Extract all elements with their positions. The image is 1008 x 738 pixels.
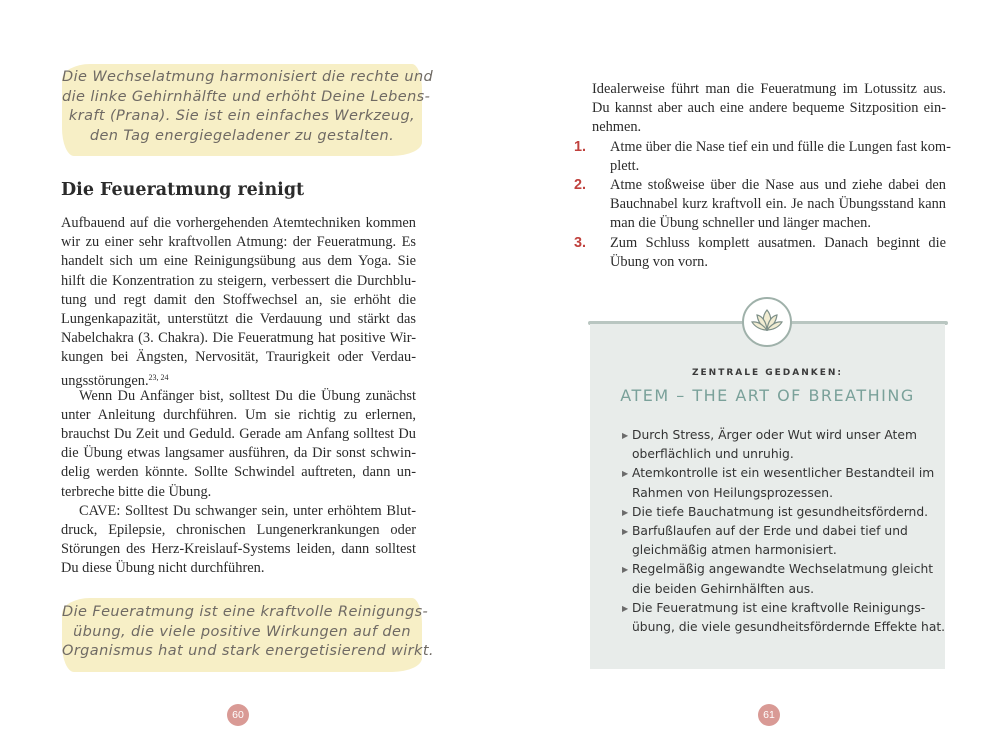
intro-paragraph bbox=[592, 80, 946, 138]
list-line bbox=[622, 522, 922, 541]
list-line: gleichmäßig atmen harmonisiert. bbox=[632, 543, 837, 558]
callout-line: die linke Gehirnhälfte und erhöht Deine Lebens- bbox=[62, 88, 431, 105]
triangle-bullet-icon: ▶ bbox=[622, 603, 629, 613]
list-text: Durch Stress, Ärger oder Wut wird unser Atem bbox=[632, 428, 917, 442]
step-text: Atme stoßweise über die Nase aus und ziehe dabei den bbox=[610, 176, 946, 193]
triangle-bullet-icon: ▶ bbox=[622, 526, 629, 536]
text-line: plett. bbox=[610, 157, 640, 174]
list-line bbox=[622, 560, 934, 579]
step-item bbox=[574, 138, 951, 176]
text-line: wir zu einer sehr kraftvollen Atmung: der Feueratmung. Es bbox=[61, 234, 416, 251]
text-line: handelt sich um eine Reinigungsübung aus dem Yoga. Sie bbox=[61, 253, 416, 270]
text-line: nehmen. bbox=[592, 119, 642, 136]
step-item bbox=[574, 234, 946, 272]
triangle-bullet-icon: ▶ bbox=[622, 565, 629, 575]
list-line bbox=[622, 464, 935, 483]
callout-line: Organismus hat und stark energetisierend wirkt. bbox=[62, 643, 434, 659]
section-heading: Die Feueratmung reinigt bbox=[61, 180, 305, 200]
text-line: man die Übung schneller und länger machen. bbox=[610, 215, 871, 232]
text-line bbox=[574, 138, 951, 157]
text-line: die Übung etwas langsamer ausführen, da Dir sonst schwin- bbox=[61, 445, 416, 462]
list-text: Atemkontrolle ist ein wesentlicher Bestandteil im bbox=[632, 466, 935, 481]
text-line: Nabelchakra (3. Chakra). Die Feueratmung hat positive Wir- bbox=[61, 330, 416, 347]
list-line: oberflächlich und unruhig. bbox=[632, 447, 794, 462]
triangle-bullet-icon: ▶ bbox=[622, 507, 629, 517]
text-line-content: ungsstörungen. bbox=[61, 372, 149, 389]
callout-line: den Tag energiegeladener zu gestalten. bbox=[89, 127, 395, 144]
text-line: Du diese Übung nicht durchführen. bbox=[61, 560, 265, 577]
list-line bbox=[622, 426, 922, 445]
list-item bbox=[622, 599, 946, 637]
key-thoughts-kicker: ZENTRALE GEDANKEN: bbox=[691, 368, 843, 378]
text-line bbox=[574, 176, 946, 195]
text-line: CAVE: Solltest Du schwanger sein, unter erhöhtem Blut- bbox=[79, 502, 416, 519]
text-line: Wenn Du Anfänger bist, solltest Du die Übung zunächst bbox=[79, 387, 416, 404]
text-line: delig werden könnte. Sollte Schwindel auftreten, dann un- bbox=[61, 464, 416, 481]
key-thoughts-title: ATEM – THE ART OF BREATHING bbox=[620, 386, 915, 405]
list-item bbox=[622, 426, 922, 464]
footnote-ref: 23, 24 bbox=[148, 372, 169, 382]
text-line: unter Anleitung durchführen. Um sie richtig zu erlernen, bbox=[61, 406, 416, 423]
list-item bbox=[622, 522, 922, 560]
text-line: Übung von vorn. bbox=[610, 253, 708, 270]
list-item bbox=[622, 464, 935, 502]
text-line: hilft die Konzentration zu steigern, verbessert die Durchblu- bbox=[61, 272, 416, 289]
text-line: kungen bei Ängsten, Nervosität, Traurigkeit oder Verdau- bbox=[61, 349, 416, 366]
steps-list bbox=[574, 138, 951, 272]
step-number: 1. bbox=[574, 138, 587, 155]
text-line: Bauchnabel kurz kraftvoll ein. Je nach Übungsstand kann bbox=[610, 196, 946, 213]
text-line: Du kannst aber auch eine andere bequeme Sitzposition ein- bbox=[592, 100, 946, 117]
text-line: druck, Epilepsie, chronischen Lungenerkrankungen oder bbox=[61, 522, 416, 538]
list-line: übung, die viele gesundheitsfördernde Effekte hat. bbox=[632, 619, 946, 634]
text-line: Lungenkapazität, unterstützt die Verdauung und stärkt das bbox=[61, 310, 416, 327]
step-number: 2. bbox=[574, 176, 587, 193]
page-number-right: 61 bbox=[758, 704, 780, 726]
step-text: Atme über die Nase tief ein und fülle die Lungen fast kom- bbox=[610, 138, 951, 155]
callout-line: Die Feueratmung ist eine kraftvolle Reinigungs- bbox=[62, 604, 429, 620]
callout-line: Die Wechselatmung harmonisiert die rechte und bbox=[62, 69, 434, 85]
lotus-icon-graphic bbox=[744, 299, 790, 345]
list-item bbox=[622, 503, 929, 522]
list-line bbox=[622, 599, 926, 618]
page-number-left: 60 bbox=[227, 704, 249, 726]
list-line: Rahmen von Heilungsprozessen. bbox=[632, 485, 834, 500]
lotus-icon bbox=[742, 297, 792, 347]
text-line: tung und regt damit den Stoffwechsel an, sie erhöht die bbox=[61, 291, 416, 308]
step-number: 3. bbox=[574, 234, 587, 251]
list-text: Die tiefe Bauchatmung ist gesundheitsfördernd. bbox=[632, 504, 929, 519]
text-line: terbreche bitte die Übung. bbox=[61, 483, 212, 500]
list-text: Barfußlaufen auf der Erde und dabei tief und bbox=[632, 523, 908, 538]
key-thoughts-list bbox=[622, 426, 946, 637]
list-line: die beiden Gehirnhälften aus. bbox=[632, 581, 815, 596]
text-line: Störungen des Herz-Kreislauf-Systems leiden, dann solltest bbox=[61, 541, 416, 558]
list-text: Die Feueratmung ist eine kraftvolle Reinigungs- bbox=[632, 600, 926, 615]
step-item bbox=[574, 176, 946, 234]
triangle-bullet-icon: ▶ bbox=[622, 431, 629, 440]
callout-line: kraft (Prana). Sie ist ein einfaches Werkzeug, bbox=[68, 108, 416, 124]
text-line: Idealerweise führt man die Feueratmung im Lotussitz aus. bbox=[592, 81, 946, 97]
list-item bbox=[622, 560, 934, 598]
text-line bbox=[574, 234, 946, 253]
text-line: Aufbauend auf die vorhergehenden Atemtechniken kommen bbox=[61, 215, 416, 231]
list-text: Regelmäßig angewandte Wechselatmung gleicht bbox=[632, 562, 934, 577]
body-text-right bbox=[574, 80, 951, 272]
step-text: Zum Schluss komplett ausatmen. Danach beginnt die bbox=[610, 234, 946, 251]
text-line: brauchst Du Zeit und Geduld. Gerade am Anfang solltest Du bbox=[61, 426, 416, 443]
callout-line: übung, die viele positive Wirkungen auf den bbox=[73, 623, 411, 640]
key-thoughts-box bbox=[590, 324, 945, 669]
list-line bbox=[622, 503, 929, 522]
triangle-bullet-icon: ▶ bbox=[622, 469, 629, 479]
